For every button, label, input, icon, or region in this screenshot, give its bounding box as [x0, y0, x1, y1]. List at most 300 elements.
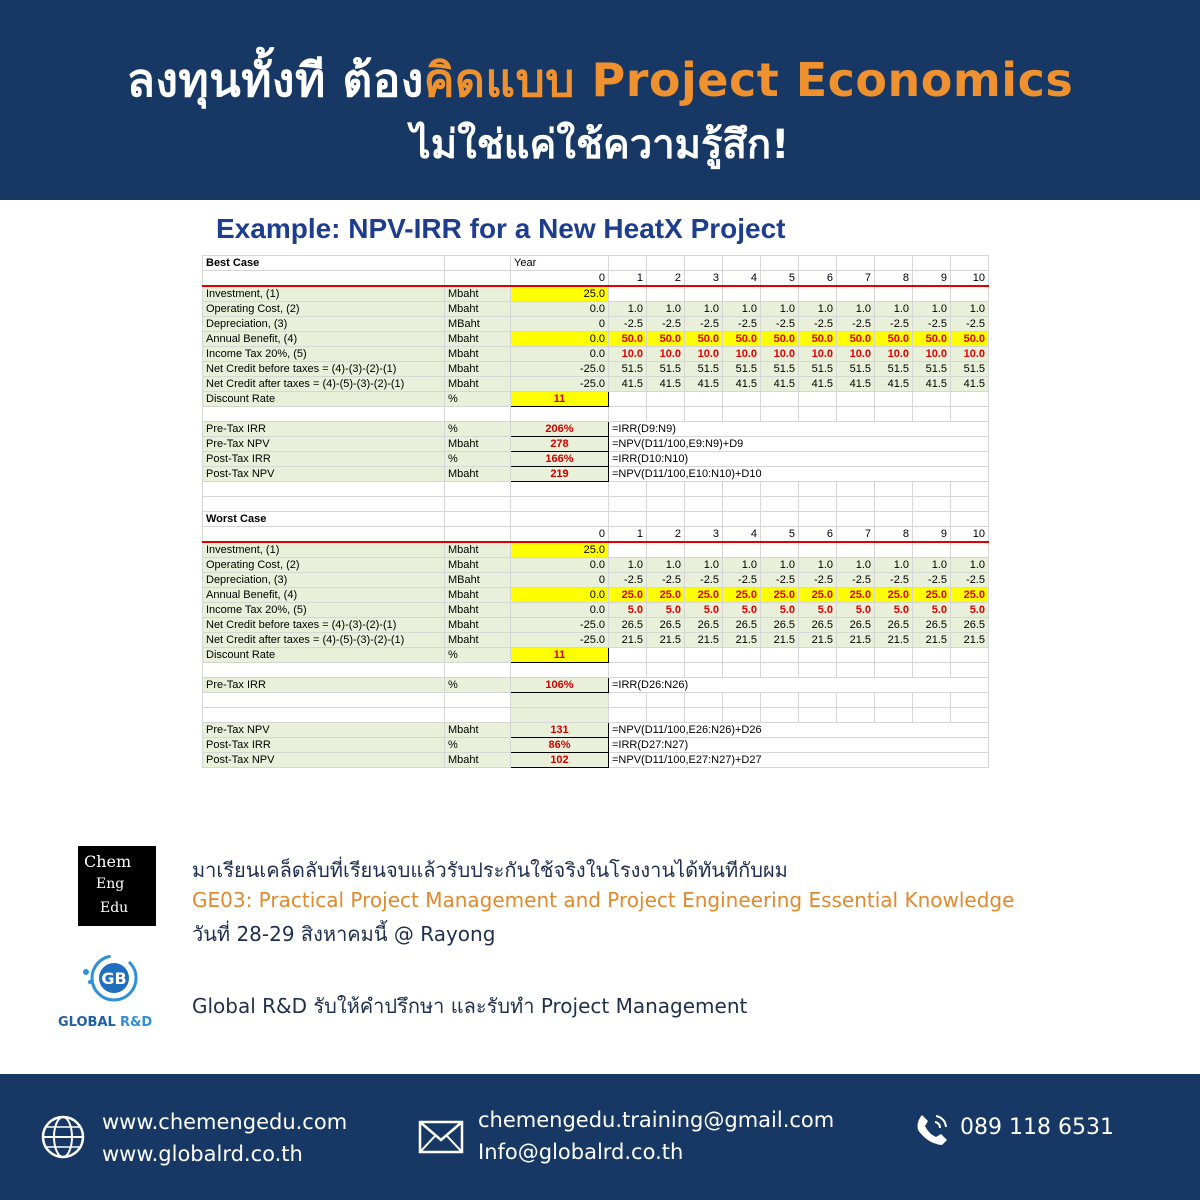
discount-label: Discount Rate [203, 648, 445, 663]
year-header: 2 [647, 271, 685, 287]
spacer-row [203, 407, 989, 422]
row-label: Annual Benefit, (4) [203, 332, 445, 347]
result-unit: % [445, 738, 511, 753]
email-globalrd[interactable]: Info@globalrd.co.th [478, 1140, 684, 1164]
empty-cell [951, 497, 989, 512]
empty-cell [647, 392, 685, 407]
empty-cell [875, 542, 913, 558]
empty-cell [837, 286, 875, 302]
year-value: -2.5 [685, 573, 723, 588]
year-value: 10.0 [761, 347, 799, 362]
empty-cell [913, 482, 951, 497]
year-value: 5.0 [913, 603, 951, 618]
result-formula: =IRR(D9:N9) [609, 422, 989, 437]
empty-cell [511, 512, 609, 527]
empty-cell [723, 286, 761, 302]
discount-unit: % [445, 392, 511, 407]
year-value: 51.5 [685, 362, 723, 377]
year-value: 51.5 [837, 362, 875, 377]
year-value: 41.5 [685, 377, 723, 392]
year-value: 25.0 [685, 588, 723, 603]
case-title: Worst Case [203, 512, 445, 527]
empty-cell [445, 256, 511, 271]
year-header: 7 [837, 271, 875, 287]
globe-icon [40, 1114, 86, 1160]
empty-cell [647, 693, 685, 708]
year-value: 21.5 [799, 633, 837, 648]
spreadsheet-image [202, 205, 994, 797]
year-value: 50.0 [761, 332, 799, 347]
year-value: 10.0 [951, 347, 989, 362]
year-value: 21.5 [685, 633, 723, 648]
empty-cell [685, 512, 723, 527]
result-unit: % [445, 452, 511, 467]
empty-cell [609, 708, 647, 723]
empty-cell [609, 286, 647, 302]
year-value: -2.5 [647, 317, 685, 332]
result-label: Post-Tax IRR [203, 452, 445, 467]
year-value: 25.0 [837, 588, 875, 603]
promo-line-consulting: Global R&D รับให้คำปรึกษา และรับทำ Project Management [192, 994, 748, 1018]
spacer-row [203, 497, 989, 512]
empty-cell [609, 497, 647, 512]
empty-cell [647, 497, 685, 512]
data-row [203, 542, 989, 558]
empty-cell [761, 392, 799, 407]
row-label: Net Credit before taxes = (4)-(3)-(2)-(1) [203, 362, 445, 377]
row-unit: Mbaht [445, 347, 511, 362]
data-row [203, 302, 989, 317]
result-formula: =NPV(D11/100,E9:N9)+D9 [609, 437, 989, 452]
email-links [478, 1104, 834, 1168]
result-row [203, 467, 989, 482]
phone-number[interactable]: 089 118 6531 [960, 1115, 1114, 1140]
empty-cell [875, 392, 913, 407]
mail-icon [418, 1120, 464, 1154]
empty-cell [799, 392, 837, 407]
empty-cell [875, 256, 913, 271]
year-row [203, 527, 989, 543]
empty-cell [875, 693, 913, 708]
empty-cell [723, 648, 761, 663]
empty-cell [685, 693, 723, 708]
row-unit: Mbaht [445, 542, 511, 558]
data-row [203, 377, 989, 392]
year-value: 50.0 [685, 332, 723, 347]
result-row [203, 678, 989, 693]
result-unit: % [445, 678, 511, 693]
year-value: 1.0 [837, 558, 875, 573]
logo-text-chem: Chem [84, 852, 132, 871]
year-value: 21.5 [837, 633, 875, 648]
data-row [203, 362, 989, 377]
empty-cell [913, 286, 951, 302]
empty-cell [445, 527, 511, 543]
year-value: 1.0 [799, 302, 837, 317]
year-value: 5.0 [875, 603, 913, 618]
empty-cell [761, 542, 799, 558]
empty-cell [203, 482, 445, 497]
empty-cell [511, 708, 609, 723]
empty-cell [203, 271, 445, 287]
svg-text:R&D: R&D [120, 1015, 153, 1030]
year-value: -2.5 [875, 573, 913, 588]
year-value: -2.5 [799, 317, 837, 332]
row-label: Income Tax 20%, (5) [203, 603, 445, 618]
empty-cell [837, 392, 875, 407]
result-label: Pre-Tax IRR [203, 422, 445, 437]
year-value: -2.5 [647, 573, 685, 588]
year-value: 10.0 [875, 347, 913, 362]
year-value: 10.0 [723, 347, 761, 362]
row-unit: MBaht [445, 317, 511, 332]
empty-cell [609, 663, 647, 678]
empty-cell [875, 286, 913, 302]
year-value: 26.5 [647, 618, 685, 633]
year0-value: 25.0 [511, 542, 609, 558]
row-unit: Mbaht [445, 618, 511, 633]
empty-cell [445, 497, 511, 512]
row-unit: Mbaht [445, 332, 511, 347]
year-value: 41.5 [647, 377, 685, 392]
row-label: Annual Benefit, (4) [203, 588, 445, 603]
year-value: 51.5 [723, 362, 761, 377]
year-value: 50.0 [875, 332, 913, 347]
result-formula: =NPV(D11/100,E27:N27)+D27 [609, 753, 989, 768]
year-value: 1.0 [647, 558, 685, 573]
year-value: 1.0 [685, 558, 723, 573]
year-value: 26.5 [761, 618, 799, 633]
empty-cell [609, 256, 647, 271]
empty-cell [511, 693, 609, 708]
year-value: 1.0 [913, 558, 951, 573]
logo-text-eng: Eng [96, 876, 125, 892]
result-value: 86% [511, 738, 609, 753]
empty-cell [913, 693, 951, 708]
empty-cell [837, 256, 875, 271]
year-value: 1.0 [875, 302, 913, 317]
empty-cell [837, 648, 875, 663]
empty-cell [723, 542, 761, 558]
result-value: 206% [511, 422, 609, 437]
empty-cell [609, 693, 647, 708]
year-value: 25.0 [723, 588, 761, 603]
empty-cell [799, 693, 837, 708]
promo-line-course-title: GE03: Practical Project Management and Project Engineering Essential Knowledge [192, 888, 1015, 912]
empty-cell [761, 663, 799, 678]
empty-cell [609, 407, 647, 422]
empty-cell [951, 256, 989, 271]
data-row [203, 588, 989, 603]
empty-cell [913, 542, 951, 558]
result-row [203, 422, 989, 437]
year0-value: 0.0 [511, 332, 609, 347]
result-formula: =NPV(D11/100,E26:N26)+D26 [609, 723, 989, 738]
year-value: -2.5 [685, 317, 723, 332]
year0-value: 0.0 [511, 588, 609, 603]
year-value: -2.5 [609, 573, 647, 588]
case-title-row [203, 256, 989, 271]
empty-cell [647, 648, 685, 663]
year-value: 41.5 [609, 377, 647, 392]
data-row [203, 618, 989, 633]
empty-cell [875, 482, 913, 497]
empty-cell [913, 256, 951, 271]
subheadline: ไม่ใช่แค่ใช้ความรู้สึก! [410, 122, 790, 168]
empty-cell [203, 708, 445, 723]
year-value: 25.0 [875, 588, 913, 603]
empty-cell [647, 286, 685, 302]
data-row [203, 347, 989, 362]
year-value: 5.0 [761, 603, 799, 618]
empty-cell [799, 512, 837, 527]
empty-cell [685, 648, 723, 663]
result-value: 106% [511, 678, 609, 693]
empty-cell [799, 648, 837, 663]
year-value: 26.5 [837, 618, 875, 633]
year-header: 7 [837, 527, 875, 543]
year0-value: 25.0 [511, 286, 609, 302]
row-label: Operating Cost, (2) [203, 558, 445, 573]
row-label: Income Tax 20%, (5) [203, 347, 445, 362]
empty-cell [913, 512, 951, 527]
year0-value: 0 [511, 317, 609, 332]
empty-cell [875, 407, 913, 422]
empty-cell [203, 497, 445, 512]
row-unit: Mbaht [445, 362, 511, 377]
discount-unit: % [445, 648, 511, 663]
year-value: 10.0 [647, 347, 685, 362]
result-row [203, 753, 989, 768]
year-value: -2.5 [913, 573, 951, 588]
website-chemengedu[interactable]: www.chemengedu.com [102, 1110, 348, 1134]
empty-cell [609, 512, 647, 527]
result-row [203, 738, 989, 753]
year-value: 21.5 [609, 633, 647, 648]
discount-label: Discount Rate [203, 392, 445, 407]
npv-irr-table [202, 255, 989, 768]
empty-cell [875, 497, 913, 512]
headline-prefix: ลงทุนทั้งที ต้อง [126, 53, 424, 107]
sheet-title: Example: NPV-IRR for a New HeatX Project [216, 213, 786, 244]
year-value: 51.5 [609, 362, 647, 377]
empty-cell [723, 392, 761, 407]
year-header: 5 [761, 527, 799, 543]
svg-text:GLOBAL: GLOBAL [58, 1015, 116, 1030]
year-value: 5.0 [723, 603, 761, 618]
headline-accent: คิดแบบ Project Economics [423, 53, 1074, 107]
result-unit: Mbaht [445, 467, 511, 482]
year-header: 1 [609, 527, 647, 543]
data-row [203, 317, 989, 332]
empty-cell [913, 648, 951, 663]
result-unit: Mbaht [445, 723, 511, 738]
year-value: -2.5 [609, 317, 647, 332]
empty-cell [203, 407, 445, 422]
year-value: 10.0 [609, 347, 647, 362]
year-value: 51.5 [799, 362, 837, 377]
result-unit: Mbaht [445, 437, 511, 452]
empty-cell [647, 542, 685, 558]
year-header: 8 [875, 271, 913, 287]
result-value: 102 [511, 753, 609, 768]
empty-cell [723, 407, 761, 422]
empty-cell [761, 512, 799, 527]
year-value: 1.0 [951, 302, 989, 317]
year-value: 50.0 [609, 332, 647, 347]
empty-cell [761, 407, 799, 422]
year-value: 1.0 [723, 302, 761, 317]
empty-cell [799, 482, 837, 497]
year-value: 21.5 [875, 633, 913, 648]
year-value: 5.0 [609, 603, 647, 618]
empty-cell [951, 708, 989, 723]
year0-value: 0.0 [511, 347, 609, 362]
case-title: Best Case [203, 256, 445, 271]
year-value: 26.5 [723, 618, 761, 633]
row-label: Operating Cost, (2) [203, 302, 445, 317]
row-unit: Mbaht [445, 603, 511, 618]
svg-text:GB: GB [101, 969, 127, 988]
year-value: 10.0 [837, 347, 875, 362]
year-value: 5.0 [647, 603, 685, 618]
empty-cell [799, 407, 837, 422]
year-value: 21.5 [761, 633, 799, 648]
empty-cell [875, 512, 913, 527]
year-value: -2.5 [761, 317, 799, 332]
year-value: -2.5 [951, 317, 989, 332]
result-row [203, 452, 989, 467]
year-value: 21.5 [647, 633, 685, 648]
empty-cell [951, 648, 989, 663]
empty-cell [511, 663, 609, 678]
year-header: 1 [609, 271, 647, 287]
year0-value: -25.0 [511, 377, 609, 392]
year-value: 25.0 [951, 588, 989, 603]
empty-cell [913, 497, 951, 512]
empty-cell [799, 663, 837, 678]
data-row [203, 558, 989, 573]
discount-row [203, 392, 989, 407]
result-label: Pre-Tax NPV [203, 723, 445, 738]
globalrd-emblem-icon [58, 952, 170, 1032]
year-header: 3 [685, 527, 723, 543]
year-header: 10 [951, 271, 989, 287]
year-value: -2.5 [761, 573, 799, 588]
year-value: 41.5 [837, 377, 875, 392]
result-label: Pre-Tax IRR [203, 678, 445, 693]
empty-cell [685, 392, 723, 407]
year-header: 3 [685, 271, 723, 287]
spacer-row [203, 693, 989, 708]
year-value: 5.0 [951, 603, 989, 618]
empty-cell [761, 648, 799, 663]
empty-cell [761, 497, 799, 512]
year0-value: 0 [511, 573, 609, 588]
result-unit: % [445, 422, 511, 437]
empty-cell [609, 482, 647, 497]
year-value: 50.0 [723, 332, 761, 347]
headline [0, 44, 1200, 117]
result-formula: =IRR(D27:N27) [609, 738, 989, 753]
year-value: 50.0 [799, 332, 837, 347]
empty-cell [609, 392, 647, 407]
email-chemengedu[interactable]: chemengedu.training@gmail.com [478, 1108, 835, 1132]
year-value: 5.0 [685, 603, 723, 618]
year-header: 9 [913, 271, 951, 287]
year-value: 1.0 [761, 558, 799, 573]
year-header: 6 [799, 271, 837, 287]
year-value: -2.5 [799, 573, 837, 588]
empty-cell [723, 708, 761, 723]
empty-cell [761, 708, 799, 723]
empty-cell [951, 482, 989, 497]
year-value: 21.5 [723, 633, 761, 648]
empty-cell [723, 482, 761, 497]
empty-cell [799, 542, 837, 558]
year-header: 0 [511, 271, 609, 287]
row-label: Net Credit before taxes = (4)-(3)-(2)-(1) [203, 618, 445, 633]
year-value: 25.0 [761, 588, 799, 603]
year-header: 4 [723, 527, 761, 543]
empty-cell [647, 407, 685, 422]
empty-cell [445, 663, 511, 678]
row-label: Net Credit after taxes = (4)-(5)-(3)-(2)-(1) [203, 377, 445, 392]
empty-cell [951, 693, 989, 708]
year-value: 5.0 [799, 603, 837, 618]
year-value: 1.0 [685, 302, 723, 317]
year-value: 51.5 [951, 362, 989, 377]
globalrd-logo [58, 952, 170, 1032]
empty-cell [913, 407, 951, 422]
row-unit: MBaht [445, 573, 511, 588]
year-value: 25.0 [799, 588, 837, 603]
empty-cell [685, 482, 723, 497]
empty-cell [837, 693, 875, 708]
promo-line-course-intro: มาเรียนเคล็ดลับที่เรียนจบแล้วรับประกันใช้จริงในโรงงานได้ทันทีกับผม [192, 858, 788, 882]
result-formula: =IRR(D26:N26) [609, 678, 989, 693]
empty-cell [837, 512, 875, 527]
discount-value: 11 [511, 648, 609, 663]
year-value: 26.5 [913, 618, 951, 633]
empty-cell [799, 286, 837, 302]
year-value: -2.5 [723, 317, 761, 332]
year-header: 10 [951, 527, 989, 543]
data-row [203, 633, 989, 648]
empty-cell [647, 482, 685, 497]
result-value: 219 [511, 467, 609, 482]
website-globalrd[interactable]: www.globalrd.co.th [102, 1142, 303, 1166]
phone-icon [914, 1112, 950, 1148]
result-value: 131 [511, 723, 609, 738]
year-value: 25.0 [609, 588, 647, 603]
row-label: Depreciation, (3) [203, 573, 445, 588]
year-value: 26.5 [609, 618, 647, 633]
year-value: 10.0 [913, 347, 951, 362]
year0-value: -25.0 [511, 362, 609, 377]
chemengedu-logo [78, 846, 156, 926]
empty-cell [203, 663, 445, 678]
empty-cell [723, 256, 761, 271]
row-unit: Mbaht [445, 286, 511, 302]
year-label: Year [511, 256, 609, 271]
discount-value: 11 [511, 392, 609, 407]
spacer-row [203, 708, 989, 723]
empty-cell [875, 663, 913, 678]
empty-cell [511, 497, 609, 512]
year-value: 10.0 [799, 347, 837, 362]
empty-cell [445, 512, 511, 527]
